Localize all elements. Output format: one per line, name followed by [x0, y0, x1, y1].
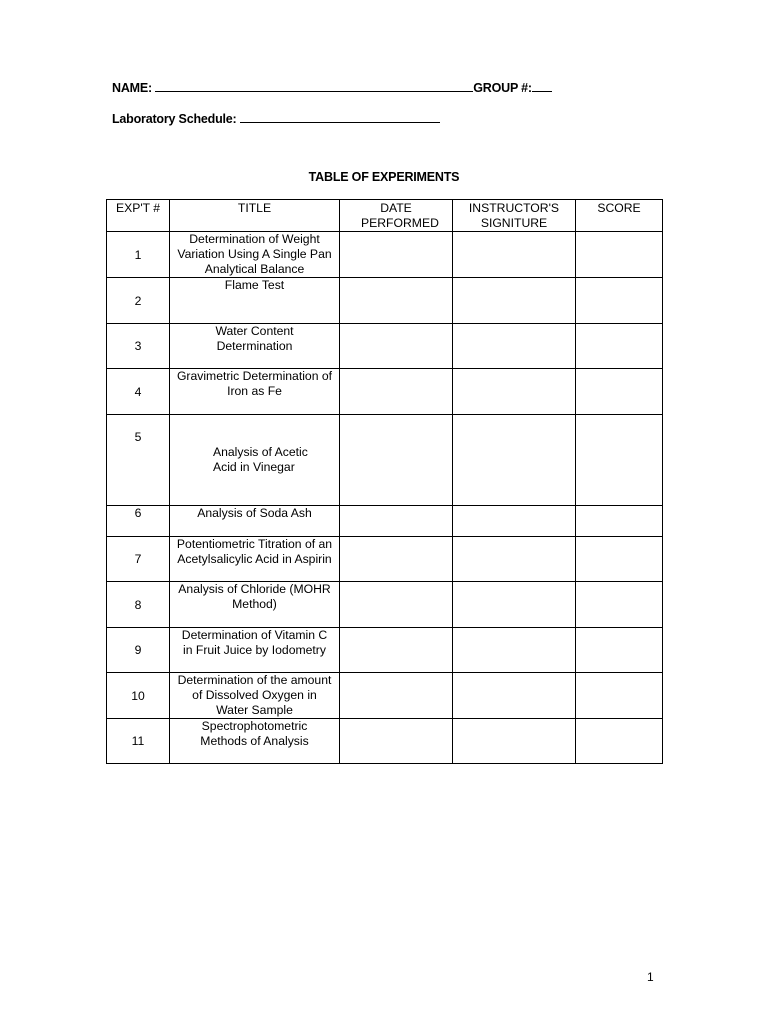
schedule-label: Laboratory Schedule:: [112, 112, 237, 126]
score-cell[interactable]: [576, 278, 663, 324]
exp-number: 6: [107, 506, 170, 537]
signature-cell[interactable]: [453, 278, 576, 324]
table-row: [107, 324, 663, 369]
table-row: [107, 673, 663, 719]
table-row: [107, 369, 663, 415]
exp-title: Analysis of Acetic Acid in Vinegar: [170, 415, 340, 506]
date-cell[interactable]: [340, 628, 453, 673]
col-header-date: DATE PERFORMED: [340, 200, 453, 232]
score-cell[interactable]: [576, 232, 663, 278]
exp-number: 11: [107, 719, 170, 764]
date-cell[interactable]: [340, 537, 453, 582]
table-row: [107, 506, 663, 537]
signature-cell[interactable]: [453, 506, 576, 537]
signature-cell[interactable]: [453, 582, 576, 628]
exp-number: 4: [107, 369, 170, 415]
date-cell[interactable]: [340, 719, 453, 764]
date-cell[interactable]: [340, 673, 453, 719]
table-row: [107, 719, 663, 764]
score-cell[interactable]: [576, 628, 663, 673]
score-cell[interactable]: [576, 673, 663, 719]
col-header-exp: EXP'T #: [107, 200, 170, 232]
signature-cell[interactable]: [453, 537, 576, 582]
table-row: [107, 582, 663, 628]
date-cell[interactable]: [340, 415, 453, 506]
exp-number: 2: [107, 278, 170, 324]
col-header-score: SCORE: [576, 200, 663, 232]
signature-cell[interactable]: [453, 628, 576, 673]
date-cell[interactable]: [340, 278, 453, 324]
table-row: [107, 278, 663, 324]
exp-number: 7: [107, 537, 170, 582]
signature-cell[interactable]: [453, 415, 576, 506]
table-row: [107, 415, 663, 506]
table-title: TABLE OF EXPERIMENTS: [308, 170, 460, 184]
exp-title: Flame Test: [170, 278, 340, 324]
exp-number: 8: [107, 582, 170, 628]
date-cell[interactable]: [340, 582, 453, 628]
exp-title: Determination of the amount of Dissolved Oxygen in Water Sample: [170, 673, 340, 719]
date-cell[interactable]: [340, 369, 453, 415]
exp-title: Determination of Weight Variation Using A Single Pan Analytical Balance: [170, 232, 340, 278]
signature-cell[interactable]: [453, 324, 576, 369]
date-cell[interactable]: [340, 506, 453, 537]
exp-number: 3: [107, 324, 170, 369]
table-row: [107, 628, 663, 673]
page-number: 1: [647, 970, 654, 984]
signature-cell[interactable]: [453, 719, 576, 764]
score-cell[interactable]: [576, 582, 663, 628]
exp-title: Analysis of Soda Ash: [170, 506, 340, 537]
name-label: NAME:: [112, 81, 152, 95]
score-cell[interactable]: [576, 719, 663, 764]
name-group-line: [112, 80, 552, 95]
name-blank: [155, 80, 473, 92]
col-header-signature: INSTRUCTOR'S SIGNITURE: [453, 200, 576, 232]
score-cell[interactable]: [576, 506, 663, 537]
exp-title: Gravimetric Determination of Iron as Fe: [170, 369, 340, 415]
table-header-row: [107, 200, 663, 232]
exp-title: Water Content Determination: [170, 324, 340, 369]
signature-cell[interactable]: [453, 369, 576, 415]
exp-number: 10: [107, 673, 170, 719]
experiments-table: [106, 199, 663, 764]
exp-number: 5: [107, 415, 170, 506]
table-row: [107, 232, 663, 278]
schedule-line: [112, 111, 440, 126]
signature-cell[interactable]: [453, 232, 576, 278]
exp-title: Determination of Vitamin C in Fruit Juice by Iodometry: [170, 628, 340, 673]
date-cell[interactable]: [340, 232, 453, 278]
exp-number: 1: [107, 232, 170, 278]
exp-title: Potentiometric Titration of an Acetylsalicylic Acid in Aspirin: [170, 537, 340, 582]
signature-cell[interactable]: [453, 673, 576, 719]
schedule-blank: [240, 111, 440, 123]
score-cell[interactable]: [576, 324, 663, 369]
col-header-title: TITLE: [170, 200, 340, 232]
group-blank: [532, 80, 552, 92]
score-cell[interactable]: [576, 537, 663, 582]
table-row: [107, 537, 663, 582]
score-cell[interactable]: [576, 415, 663, 506]
group-label: GROUP #:: [473, 81, 532, 95]
exp-number: 9: [107, 628, 170, 673]
exp-title: Analysis of Chloride (MOHR Method): [170, 582, 340, 628]
date-cell[interactable]: [340, 324, 453, 369]
score-cell[interactable]: [576, 369, 663, 415]
exp-title: Spectrophotometric Methods of Analysis: [170, 719, 340, 764]
